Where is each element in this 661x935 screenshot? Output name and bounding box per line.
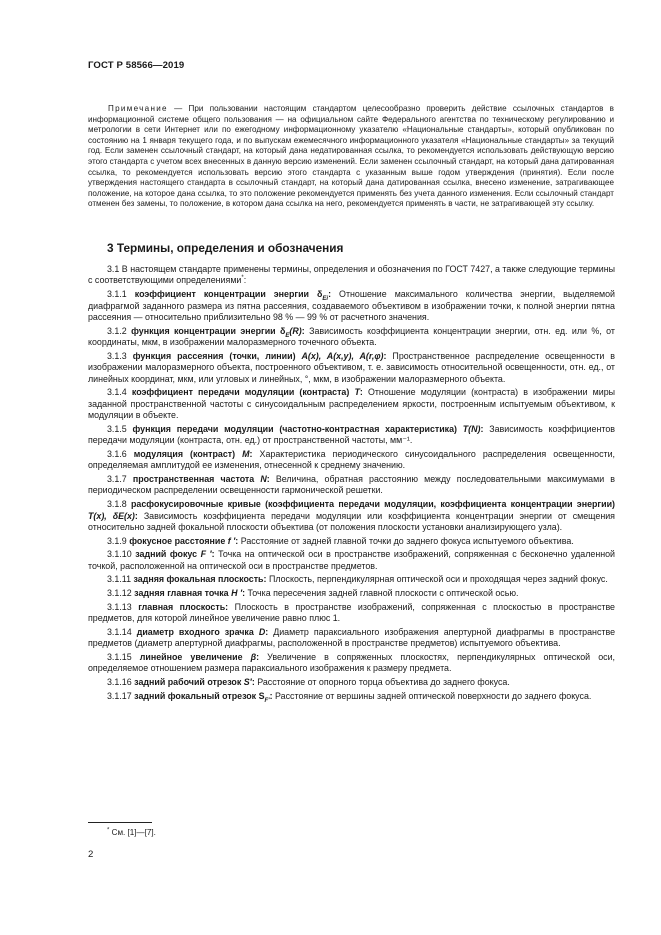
term-name: функция концентрации энергии bbox=[131, 325, 281, 336]
term-symbol: δ bbox=[317, 289, 323, 300]
term-colon: : bbox=[251, 676, 255, 687]
term-definition: Плоскость, перпендикулярная оптической оси и проходящая через задний фокус. bbox=[266, 574, 608, 585]
document-header: ГОСТ Р 58566—2019 bbox=[88, 60, 185, 71]
term-colon: : bbox=[301, 325, 305, 336]
term-colon: : bbox=[480, 423, 484, 434]
term-symbol: (R) bbox=[289, 325, 302, 336]
term-paragraph bbox=[88, 499, 615, 533]
term-colon: : bbox=[359, 387, 363, 398]
section-title: 3 Термины, определения и обозначения bbox=[107, 241, 344, 255]
term-number: 3.1.12 bbox=[107, 588, 132, 599]
term-number: 3.1.3 bbox=[107, 350, 127, 361]
term-name: коэффициент передачи модуляции (контраста) bbox=[131, 387, 355, 398]
term-name: пространственная частота bbox=[132, 474, 261, 485]
term-definition: Отношение модуляции (контраста) в изображении миры заданной пространственной частоты с синусоидальным распределением яркости, построенным испытуемым объективом, к модуляции в объекте. bbox=[88, 387, 616, 421]
intro-paragraph: 3.1 В настоящем стандарте применены термины, определения и обозначения по ГОСТ 7427, а также следующие термины с соответствующими определениями*: bbox=[88, 264, 616, 286]
footnote-text: См. [1]—[7]. bbox=[111, 828, 156, 837]
term-symbol-sub: F′ bbox=[264, 697, 270, 704]
term-symbol: T(N) bbox=[462, 423, 481, 434]
term-definition: Расстояние от вершины задней оптической поверхности до заднего фокуса. bbox=[272, 690, 592, 701]
footnote-divider bbox=[88, 822, 152, 823]
term-paragraph bbox=[88, 574, 615, 585]
term-symbol-sub: Ei bbox=[322, 295, 329, 302]
term-paragraph bbox=[88, 449, 615, 472]
term-number: 3.1.4 bbox=[107, 387, 127, 398]
term-colon: : bbox=[269, 690, 273, 701]
term-colon: : bbox=[328, 289, 332, 300]
term-paragraph bbox=[88, 652, 615, 675]
term-name: коэффициент концентрации энергии bbox=[134, 289, 318, 300]
term-name: задний фокус bbox=[135, 549, 201, 560]
term-name: задняя главная точка bbox=[134, 588, 232, 599]
note-label: Примечание bbox=[108, 104, 168, 113]
term-definition: Увеличение в сопряженных плоскостях, перпендикулярных оптической оси, определяемое отношением размера параксиального изображения к размеру предмета. bbox=[88, 651, 615, 674]
term-paragraph bbox=[88, 326, 615, 349]
term-symbol: A(x), A(x,y), A(r,φ) bbox=[301, 350, 384, 361]
term-symbol: N bbox=[260, 474, 267, 485]
footnote-ref: * bbox=[241, 275, 244, 282]
term-symbol: S′ bbox=[243, 676, 252, 687]
term-paragraph bbox=[88, 602, 615, 625]
term-paragraph bbox=[88, 588, 615, 599]
terms-list bbox=[88, 289, 615, 702]
term-symbol: H ′ bbox=[231, 588, 243, 599]
term-definition: Плоскость в пространстве изображений, сопряженная с плоскостью в пространстве предметов, для которой линейное увеличение равно плюс 1. bbox=[88, 601, 615, 624]
term-colon: : bbox=[225, 601, 229, 612]
term-definition: Точка на оптической оси в пространстве изображений, сопряженная с бесконечно удаленной точкой, расположенной на оптической оси в пространстве предметов. bbox=[88, 549, 616, 571]
term-definition: Зависимость коэффициента передачи модуляции или коэффициента концентрации энергии от смещения относительно задней фокальной плоскости объектива (от положения плоскости установки анализирующего узла). bbox=[88, 510, 615, 533]
term-number: 3.1.8 bbox=[107, 499, 127, 510]
term-definition: Расстояние от опорного торца объектива до заднего фокуса. bbox=[254, 676, 510, 687]
term-number: 3.1.14 bbox=[107, 626, 132, 637]
term-paragraph bbox=[88, 536, 615, 547]
term-symbol: δ bbox=[280, 325, 286, 336]
term-number: 3.1.16 bbox=[107, 676, 132, 687]
term-colon: : bbox=[265, 626, 269, 637]
term-paragraph bbox=[88, 289, 615, 323]
term-symbol: D bbox=[258, 626, 266, 637]
term-colon: : bbox=[211, 549, 215, 560]
note-text: — При пользовании настоящим стандартом целесообразно проверить действие ссылочных стандартов в информационной системе общего пользования — на официальном сайте Федерального агентства по техническому регулированию и метрологии в сети Интернет или по ежегодному информационному указателю «Национальные стандарты», который опубликован по состоянию на 1 января текущего года, и по выпускам ежемесячного информационного указателя «Национальные стандарты» за текущий год. Если заменен ссылочный стандарт, на который дана недатированная ссылка, то рекомендуется использовать действующую версию этого стандарта с учетом всех внесенных в данную версию изменений. Если заменен ссылочный стандарт, на который дана датированная ссылка, то рекомендуется использовать версию этого стандарта с указанным выше годом утверждения (принятия). Если после утверждения настоящего стандарта в ссылочный стандарт, на который дана датированная ссылка, внесено изменение, затрагивающее положение, на которое дана ссылка, то это положение рекомендуется применять без учета данного изменения. Если ссылочный стандарт отменен без замены, то положение, в котором дана ссылка на него, рекомендуется применять в части, не затрагивающей эту ссылку. bbox=[88, 104, 614, 209]
term-colon: : bbox=[256, 651, 260, 662]
term-name: модуляция (контраст) bbox=[133, 448, 243, 459]
term-name: диаметр входного зрачка bbox=[136, 626, 259, 637]
term-paragraph bbox=[88, 677, 615, 688]
page-number: 2 bbox=[88, 849, 94, 860]
term-number: 3.1.9 bbox=[107, 535, 127, 546]
term-number: 3.1.2 bbox=[107, 325, 127, 336]
term-paragraph bbox=[88, 351, 615, 385]
term-symbol: β bbox=[250, 651, 257, 662]
term-symbol: F ′ bbox=[200, 549, 212, 560]
term-paragraph bbox=[88, 474, 615, 497]
term-colon: : bbox=[266, 474, 270, 485]
term-colon: : bbox=[235, 535, 239, 546]
footnote: * См. [1]—[7]. bbox=[107, 827, 156, 837]
term-number: 3.1.10 bbox=[107, 549, 132, 560]
term-paragraph bbox=[88, 691, 615, 702]
term-definition: Диаметр параксиального изображения апертурной диафрагмы в пространстве предметов (диаметр апертурной диафрагмы, расположенной в пространстве предметов) испытуемого объектива. bbox=[88, 626, 616, 649]
term-name: задняя фокальная плоскость bbox=[133, 574, 264, 585]
term-colon: : bbox=[242, 588, 246, 599]
term-colon: : bbox=[134, 510, 138, 521]
term-colon: : bbox=[249, 448, 253, 459]
term-paragraph bbox=[88, 387, 615, 421]
term-name: главная плоскость bbox=[138, 601, 226, 612]
term-number: 3.1.15 bbox=[107, 651, 132, 662]
term-paragraph bbox=[88, 549, 615, 572]
term-number: 3.1.5 bbox=[107, 423, 127, 434]
term-number: 3.1.6 bbox=[107, 448, 127, 459]
term-colon: : bbox=[263, 574, 267, 585]
term-name: линейное увеличение bbox=[139, 651, 251, 662]
term-name: расфокусировочные кривые (коэффициента передачи модуляции, коэффициента концентрации энергии) bbox=[131, 499, 615, 510]
term-symbol: M bbox=[242, 448, 250, 459]
term-name: функция рассеяния (точки, линии) bbox=[132, 350, 302, 361]
term-definition: Точка пересечения задней главной плоскости с оптической осью. bbox=[245, 588, 519, 599]
term-definition: Расстояние от задней главной точки до заднего фокуса испытуемого объектива. bbox=[238, 535, 574, 546]
term-number: 3.1.1 bbox=[107, 289, 127, 300]
term-name: задний фокальный отрезок bbox=[134, 690, 259, 701]
term-definition: Зависимость коэффициентов передачи модуляции (контраста, отн. ед.) от пространственной частоты, мм⁻¹. bbox=[88, 423, 615, 446]
term-definition: Характеристика периодического синусоидального распределения освещенности, определяемая амплитудой ее изменения, отнесенной к среднему значению. bbox=[88, 448, 615, 471]
term-number: 3.1.13 bbox=[107, 601, 132, 612]
term-symbol: T(x), δE(x) bbox=[88, 510, 135, 521]
term-number: 3.1.17 bbox=[107, 690, 132, 701]
term-colon: : bbox=[383, 350, 387, 361]
term-definition: Пространственное распределение освещенности в изображении малоразмерного объекта, построенного объективом, т. е. зависимость относительной освещенности, отн. ед., от линейных координат, мкм, или угловых и линейных, °, мкм, в изображении малоразмерного объекта. bbox=[88, 350, 615, 384]
term-symbol-sub: E bbox=[285, 332, 290, 339]
term-name: фокусное расстояние bbox=[129, 535, 228, 546]
note-block bbox=[88, 104, 614, 210]
terms-body bbox=[88, 264, 615, 704]
term-name: задний рабочий отрезок bbox=[134, 676, 244, 687]
term-symbol: T bbox=[354, 387, 360, 398]
term-paragraph bbox=[88, 627, 615, 650]
term-name: функция передачи модуляции (частотно-контрастная характеристика) bbox=[132, 423, 463, 434]
term-definition: Величина, обратная расстоянию между последовательными максимумами в периодическом распределении освещенности гармонической решетки. bbox=[88, 474, 615, 496]
term-symbol: f ′ bbox=[227, 535, 236, 546]
term-symbol: S bbox=[258, 690, 265, 701]
term-number: 3.1.7 bbox=[107, 474, 127, 485]
term-definition: Зависимость коэффициента концентрации энергии, отн. ед. или %, от координаты, мкм, в изображении малоразмерного точечного объекта. bbox=[88, 325, 615, 348]
term-paragraph bbox=[88, 424, 615, 447]
term-number: 3.1.11 bbox=[107, 574, 132, 585]
term-definition: Отношение максимального количества энергии, выделяемой диафрагмой заданного размера из пятна рассеяния, создаваемого объективом в изображении точки, к полной энергии пятна рассеяния — относительно приблизительно 98 % — 99 % от расчетного значения. bbox=[88, 289, 616, 322]
